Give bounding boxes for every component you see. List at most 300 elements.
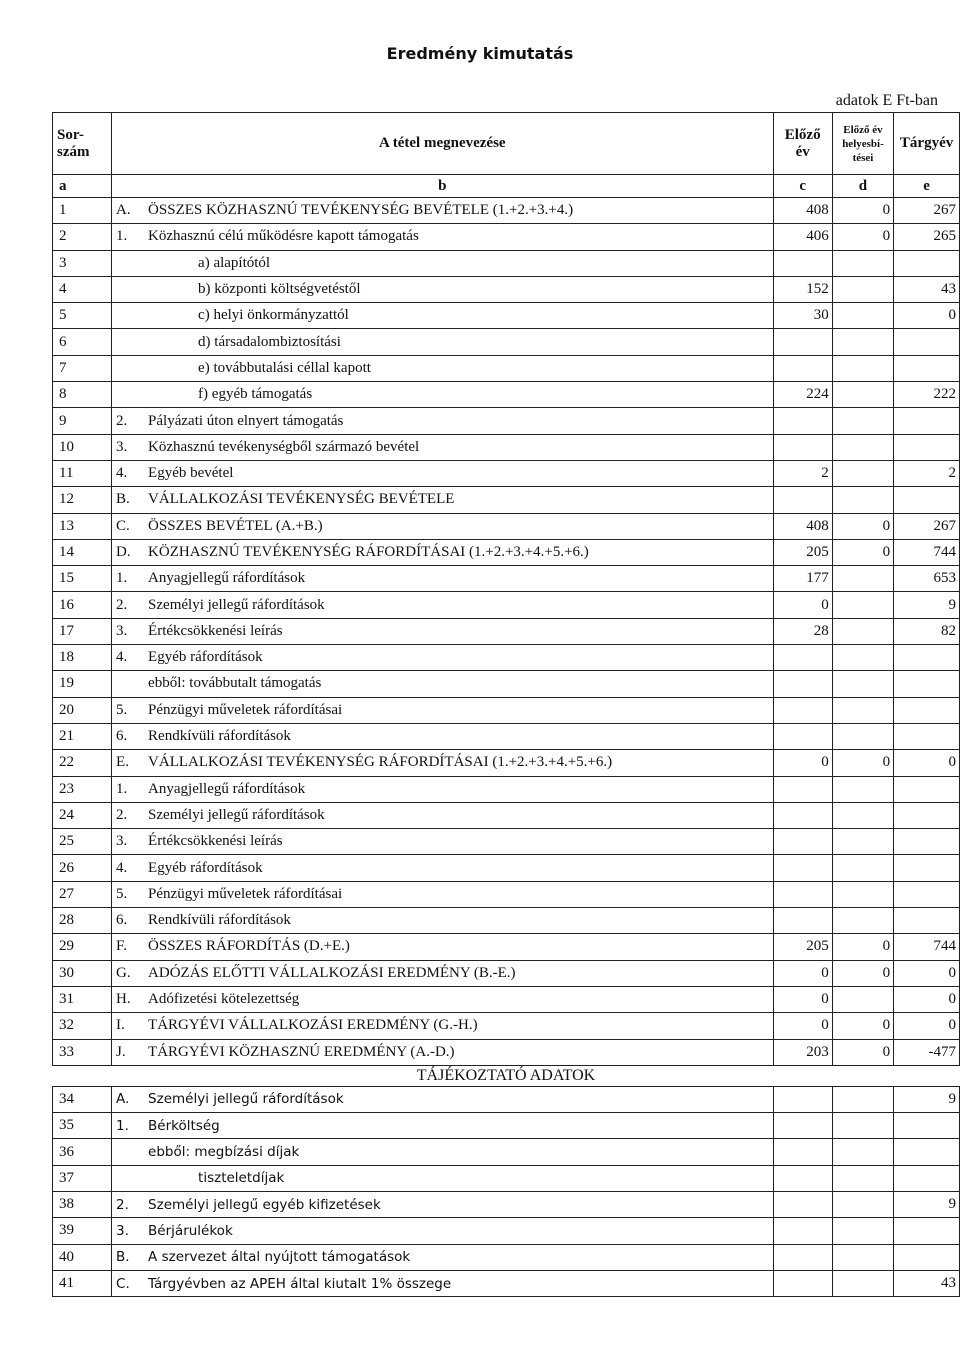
row-label-cell — [112, 934, 774, 960]
row-number: 37 — [53, 1165, 112, 1191]
row-mark: 2. — [116, 596, 128, 613]
row-number: 24 — [53, 802, 112, 828]
row-mark: 1. — [116, 1117, 129, 1134]
row-label-cell — [112, 723, 774, 749]
row-label: ADÓZÁS ELŐTTI VÁLLALKOZÁSI EREDMÉNY (B.-E.) — [148, 964, 516, 981]
row-number: 9 — [53, 408, 112, 434]
row-mark: 3. — [116, 833, 128, 850]
table-row — [53, 986, 960, 1012]
row-number: 32 — [53, 1013, 112, 1039]
row-number: 11 — [53, 460, 112, 486]
row-label-cell — [112, 1139, 774, 1165]
table-row — [53, 776, 960, 802]
row-label-cell — [112, 960, 774, 986]
table-row — [53, 408, 960, 434]
table-row — [53, 723, 960, 749]
row-label: c) helyi önkormányzattól — [198, 307, 349, 324]
letter-b: b — [112, 175, 774, 198]
row-mark: 1. — [116, 570, 128, 587]
row-mark: 5. — [116, 885, 128, 902]
table-row — [53, 329, 960, 355]
letter-e: e — [894, 175, 960, 198]
income-statement-table — [52, 112, 960, 1297]
row-mark: 3. — [116, 1222, 129, 1239]
value-current-year: 0 — [894, 960, 960, 986]
row-label-cell — [112, 855, 774, 881]
row-label-cell — [112, 645, 774, 671]
value-previous-year: 177 — [773, 566, 832, 592]
value-correction — [832, 408, 893, 434]
row-number: 36 — [53, 1139, 112, 1165]
row-mark: 4. — [116, 859, 128, 876]
table-row — [53, 829, 960, 855]
value-correction: 0 — [832, 198, 893, 224]
row-number: 2 — [53, 224, 112, 250]
value-correction — [832, 329, 893, 355]
row-mark: 4. — [116, 465, 128, 482]
row-number: 35 — [53, 1113, 112, 1139]
value-previous-year: 224 — [773, 382, 832, 408]
value-correction — [832, 697, 893, 723]
value-correction — [832, 1218, 893, 1244]
row-mark: B. — [116, 1249, 130, 1266]
value-previous-year — [773, 855, 832, 881]
value-previous-year — [773, 802, 832, 828]
row-label: Közhasznú tevékenységből származó bevétel — [148, 438, 420, 455]
table-row — [53, 276, 960, 302]
value-correction — [832, 671, 893, 697]
row-mark: J. — [116, 1043, 126, 1060]
row-mark: 6. — [116, 728, 128, 745]
value-current-year: 9 — [894, 592, 960, 618]
value-correction: 0 — [832, 750, 893, 776]
row-mark: 2. — [116, 806, 128, 823]
row-number: 12 — [53, 487, 112, 513]
value-correction — [832, 618, 893, 644]
row-number: 22 — [53, 750, 112, 776]
table-row — [53, 1013, 960, 1039]
value-current-year: 267 — [894, 198, 960, 224]
col-header-helyesbitesei: Előző év helyesbí- tései — [832, 113, 893, 175]
value-current-year: 744 — [894, 539, 960, 565]
row-number: 19 — [53, 671, 112, 697]
table-row — [53, 1191, 960, 1217]
letter-c: c — [773, 175, 832, 198]
value-current-year: 43 — [894, 276, 960, 302]
row-label-cell — [112, 408, 774, 434]
row-label-cell — [112, 1013, 774, 1039]
value-correction — [832, 460, 893, 486]
row-label: Egyéb ráfordítások — [148, 859, 263, 876]
row-label: VÁLLALKOZÁSI TEVÉKENYSÉG BEVÉTELE — [148, 491, 455, 508]
value-current-year: 43 — [894, 1270, 960, 1296]
row-label-cell — [112, 460, 774, 486]
row-number: 10 — [53, 434, 112, 460]
value-current-year — [894, 487, 960, 513]
row-number: 31 — [53, 986, 112, 1012]
row-label-cell — [112, 750, 774, 776]
row-number: 38 — [53, 1191, 112, 1217]
row-mark: 2. — [116, 412, 128, 429]
value-current-year — [894, 1218, 960, 1244]
row-number: 16 — [53, 592, 112, 618]
row-label: f) egyéb támogatás — [198, 386, 313, 403]
letters-row — [53, 175, 960, 198]
value-current-year — [894, 1139, 960, 1165]
row-number: 6 — [53, 329, 112, 355]
row-mark: 3. — [116, 438, 128, 455]
row-number: 29 — [53, 934, 112, 960]
table-row — [53, 434, 960, 460]
value-current-year: 0 — [894, 1013, 960, 1039]
value-correction — [832, 382, 893, 408]
row-label: VÁLLALKOZÁSI TEVÉKENYSÉG RÁFORDÍTÁSAI (1.+2.+3.+4.+5.+6.) — [148, 754, 613, 771]
row-number: 39 — [53, 1218, 112, 1244]
value-correction: 0 — [832, 960, 893, 986]
row-label-cell — [112, 986, 774, 1012]
row-label-cell — [112, 592, 774, 618]
row-label-cell — [112, 697, 774, 723]
value-correction — [832, 881, 893, 907]
row-mark: C. — [116, 517, 130, 534]
row-label-cell — [112, 802, 774, 828]
value-current-year — [894, 829, 960, 855]
value-current-year — [894, 408, 960, 434]
value-previous-year: 0 — [773, 750, 832, 776]
row-number: 18 — [53, 645, 112, 671]
row-label: Tárgyévben az APEH által kiutalt 1% összege — [148, 1275, 452, 1292]
row-number: 4 — [53, 276, 112, 302]
value-correction — [832, 250, 893, 276]
value-previous-year — [773, 250, 832, 276]
value-current-year: 267 — [894, 513, 960, 539]
row-label: A szervezet által nyújtott támogatások — [148, 1249, 411, 1266]
row-label: Rendkívüli ráfordítások — [148, 912, 291, 929]
value-previous-year: 152 — [773, 276, 832, 302]
col-header-elozo: Előző év — [773, 113, 832, 175]
main-rows — [53, 198, 960, 1066]
value-correction — [832, 986, 893, 1012]
value-previous-year: 406 — [773, 224, 832, 250]
row-mark: I. — [116, 1017, 125, 1034]
row-label-cell — [112, 487, 774, 513]
value-current-year: 0 — [894, 303, 960, 329]
value-current-year — [894, 671, 960, 697]
value-correction — [832, 645, 893, 671]
row-label-cell — [112, 539, 774, 565]
value-previous-year — [773, 908, 832, 934]
table-row — [53, 303, 960, 329]
value-previous-year — [773, 776, 832, 802]
table-row — [53, 802, 960, 828]
row-number: 13 — [53, 513, 112, 539]
value-correction — [832, 1113, 893, 1139]
value-previous-year: 30 — [773, 303, 832, 329]
header-row — [53, 113, 960, 175]
table-row — [53, 382, 960, 408]
row-number: 27 — [53, 881, 112, 907]
row-label: Anyagjellegű ráfordítások — [148, 780, 306, 797]
value-previous-year: 28 — [773, 618, 832, 644]
info-rows — [53, 1086, 960, 1296]
row-label-cell — [112, 355, 774, 381]
row-label-cell — [112, 1165, 774, 1191]
value-correction — [832, 487, 893, 513]
value-correction: 0 — [832, 224, 893, 250]
row-label: Pályázati úton elnyert támogatás — [148, 412, 344, 429]
row-label-cell — [112, 776, 774, 802]
row-label: Közhasznú célú működésre kapott támogatás — [148, 228, 419, 245]
row-mark: 1. — [116, 228, 128, 245]
value-previous-year: 408 — [773, 198, 832, 224]
table-row — [53, 487, 960, 513]
value-previous-year — [773, 881, 832, 907]
value-previous-year: 0 — [773, 592, 832, 618]
value-previous-year — [773, 1139, 832, 1165]
row-label: Adófizetési kötelezettség — [148, 991, 300, 1008]
row-label: Bérköltség — [148, 1117, 220, 1134]
table-row — [53, 460, 960, 486]
row-label: Anyagjellegű ráfordítások — [148, 570, 306, 587]
row-number: 41 — [53, 1270, 112, 1296]
value-previous-year: 0 — [773, 960, 832, 986]
value-current-year: 9 — [894, 1191, 960, 1217]
value-correction: 0 — [832, 1039, 893, 1065]
value-current-year — [894, 250, 960, 276]
value-previous-year — [773, 487, 832, 513]
row-label: b) központi költségvetéstől — [198, 281, 361, 298]
value-current-year — [894, 329, 960, 355]
value-correction — [832, 1270, 893, 1296]
value-correction — [832, 908, 893, 934]
value-current-year — [894, 355, 960, 381]
value-correction — [832, 776, 893, 802]
row-number: 28 — [53, 908, 112, 934]
value-current-year: 265 — [894, 224, 960, 250]
row-mark: H. — [116, 991, 131, 1008]
value-previous-year — [773, 1113, 832, 1139]
row-number: 3 — [53, 250, 112, 276]
value-previous-year — [773, 697, 832, 723]
row-label: Személyi jellegű egyéb kifizetések — [148, 1196, 381, 1213]
row-label: Egyéb bevétel — [148, 465, 234, 482]
table-row — [53, 198, 960, 224]
table-row — [53, 513, 960, 539]
row-label: KÖZHASZNÚ TEVÉKENYSÉG RÁFORDÍTÁSAI (1.+2.+3.+4.+5.+6.) — [148, 544, 589, 560]
table-row — [53, 750, 960, 776]
letter-d: d — [832, 175, 893, 198]
value-correction — [832, 1244, 893, 1270]
row-label: Pénzügyi műveletek ráfordításai — [148, 885, 343, 902]
table-row — [53, 250, 960, 276]
row-label: Értékcsökkenési leírás — [148, 622, 283, 639]
row-mark: C. — [116, 1275, 130, 1292]
document-title: Eredmény kimutatás — [386, 44, 574, 63]
row-mark: 1. — [116, 780, 128, 797]
row-number: 34 — [53, 1086, 112, 1112]
row-label: Egyéb ráfordítások — [148, 649, 263, 666]
row-label: Személyi jellegű ráfordítások — [148, 596, 325, 613]
table-row — [53, 539, 960, 565]
value-current-year: 0 — [894, 750, 960, 776]
row-number: 25 — [53, 829, 112, 855]
value-previous-year — [773, 1086, 832, 1112]
value-current-year — [894, 855, 960, 881]
value-current-year: 9 — [894, 1086, 960, 1112]
table-row — [53, 1218, 960, 1244]
value-correction — [832, 855, 893, 881]
row-label: ÖSSZES BEVÉTEL (A.+B.) — [148, 517, 323, 534]
row-number: 26 — [53, 855, 112, 881]
row-label-cell — [112, 224, 774, 250]
value-current-year — [894, 881, 960, 907]
value-correction — [832, 276, 893, 302]
row-label-cell — [112, 434, 774, 460]
value-previous-year: 0 — [773, 986, 832, 1012]
row-label: Személyi jellegű ráfordítások — [148, 1091, 344, 1108]
row-mark: D. — [116, 544, 131, 560]
row-number: 5 — [53, 303, 112, 329]
row-label: ebből: megbízási díjak — [148, 1144, 300, 1161]
row-label: Rendkívüli ráfordítások — [148, 728, 291, 745]
row-number: 20 — [53, 697, 112, 723]
value-previous-year — [773, 329, 832, 355]
col-header-sorszam: Sor- szám — [53, 113, 112, 175]
row-label: Pénzügyi műveletek ráfordításai — [148, 701, 343, 718]
value-previous-year: 205 — [773, 934, 832, 960]
value-correction — [832, 723, 893, 749]
row-number: 14 — [53, 539, 112, 565]
value-current-year — [894, 697, 960, 723]
row-number: 17 — [53, 618, 112, 644]
value-current-year: 0 — [894, 986, 960, 1012]
row-mark: G. — [116, 964, 131, 981]
table-row — [53, 881, 960, 907]
row-label-cell — [112, 513, 774, 539]
value-previous-year: 0 — [773, 1013, 832, 1039]
row-mark: E. — [116, 754, 129, 771]
value-correction — [832, 1191, 893, 1217]
row-label-cell — [112, 1244, 774, 1270]
value-correction — [832, 592, 893, 618]
row-mark: 5. — [116, 701, 128, 718]
value-current-year — [894, 723, 960, 749]
value-current-year: 82 — [894, 618, 960, 644]
row-number: 21 — [53, 723, 112, 749]
row-mark: 4. — [116, 649, 128, 666]
value-current-year: 653 — [894, 566, 960, 592]
row-label: a) alapítótól — [198, 254, 271, 271]
row-label-cell — [112, 1039, 774, 1065]
row-label-cell — [112, 881, 774, 907]
table-row — [53, 671, 960, 697]
row-label: TÁRGYÉVI VÁLLALKOZÁSI EREDMÉNY (G.-H.) — [148, 1017, 478, 1034]
value-correction: 0 — [832, 539, 893, 565]
value-previous-year — [773, 408, 832, 434]
value-current-year — [894, 908, 960, 934]
col-header-megnevezes: A tétel megnevezése — [112, 113, 774, 175]
row-label-cell — [112, 276, 774, 302]
table-row — [53, 960, 960, 986]
row-label-cell — [112, 618, 774, 644]
row-label: ÖSSZES KÖZHASZNÚ TEVÉKENYSÉG BEVÉTELE (1.+2.+3.+4.) — [148, 202, 574, 219]
value-previous-year — [773, 1165, 832, 1191]
value-previous-year — [773, 723, 832, 749]
value-current-year: 744 — [894, 934, 960, 960]
value-previous-year: 205 — [773, 539, 832, 565]
value-correction — [832, 1139, 893, 1165]
row-mark: 6. — [116, 912, 128, 929]
value-correction: 0 — [832, 1013, 893, 1039]
value-previous-year — [773, 1270, 832, 1296]
table-row — [53, 1139, 960, 1165]
row-label-cell — [112, 329, 774, 355]
row-number: 7 — [53, 355, 112, 381]
row-mark: 2. — [116, 1196, 129, 1213]
value-current-year — [894, 776, 960, 802]
row-label-cell — [112, 829, 774, 855]
value-current-year: -477 — [894, 1039, 960, 1065]
table-row — [53, 908, 960, 934]
value-correction — [832, 434, 893, 460]
row-label: TÁRGYÉVI KÖZHASZNÚ EREDMÉNY (A.-D.) — [148, 1043, 455, 1060]
value-previous-year — [773, 1218, 832, 1244]
letter-a: a — [53, 175, 112, 198]
value-correction — [832, 802, 893, 828]
value-previous-year: 408 — [773, 513, 832, 539]
row-label-cell — [112, 1270, 774, 1296]
value-correction — [832, 829, 893, 855]
info-section-title: TÁJÉKOZTATÓ ADATOK — [53, 1065, 960, 1086]
row-label: ebből: továbbutalt támogatás — [148, 675, 322, 692]
table-row — [53, 224, 960, 250]
row-label: tiszteletdíjak — [198, 1170, 285, 1187]
value-current-year — [894, 645, 960, 671]
row-mark: F. — [116, 938, 127, 955]
value-previous-year — [773, 671, 832, 697]
row-label: Személyi jellegű ráfordítások — [148, 806, 325, 823]
table-row — [53, 934, 960, 960]
row-mark: A. — [116, 1091, 130, 1108]
row-number: 8 — [53, 382, 112, 408]
value-correction — [832, 1086, 893, 1112]
table-row — [53, 1113, 960, 1139]
row-label-cell — [112, 1218, 774, 1244]
row-number: 15 — [53, 566, 112, 592]
table-row — [53, 1165, 960, 1191]
row-label: ÖSSZES RÁFORDÍTÁS (D.+E.) — [148, 938, 350, 955]
value-correction: 0 — [832, 513, 893, 539]
table-row — [53, 645, 960, 671]
value-correction: 0 — [832, 934, 893, 960]
value-current-year — [894, 1165, 960, 1191]
row-number: 23 — [53, 776, 112, 802]
table-row — [53, 697, 960, 723]
table-row — [53, 592, 960, 618]
row-number: 33 — [53, 1039, 112, 1065]
row-label-cell — [112, 382, 774, 408]
row-mark: B. — [116, 491, 130, 508]
value-previous-year: 2 — [773, 460, 832, 486]
table-row — [53, 355, 960, 381]
row-label: d) társadalombiztosítási — [198, 333, 341, 350]
value-correction — [832, 303, 893, 329]
row-label-cell — [112, 566, 774, 592]
table-row — [53, 1270, 960, 1296]
row-number: 40 — [53, 1244, 112, 1270]
row-label-cell — [112, 908, 774, 934]
table-row — [53, 618, 960, 644]
